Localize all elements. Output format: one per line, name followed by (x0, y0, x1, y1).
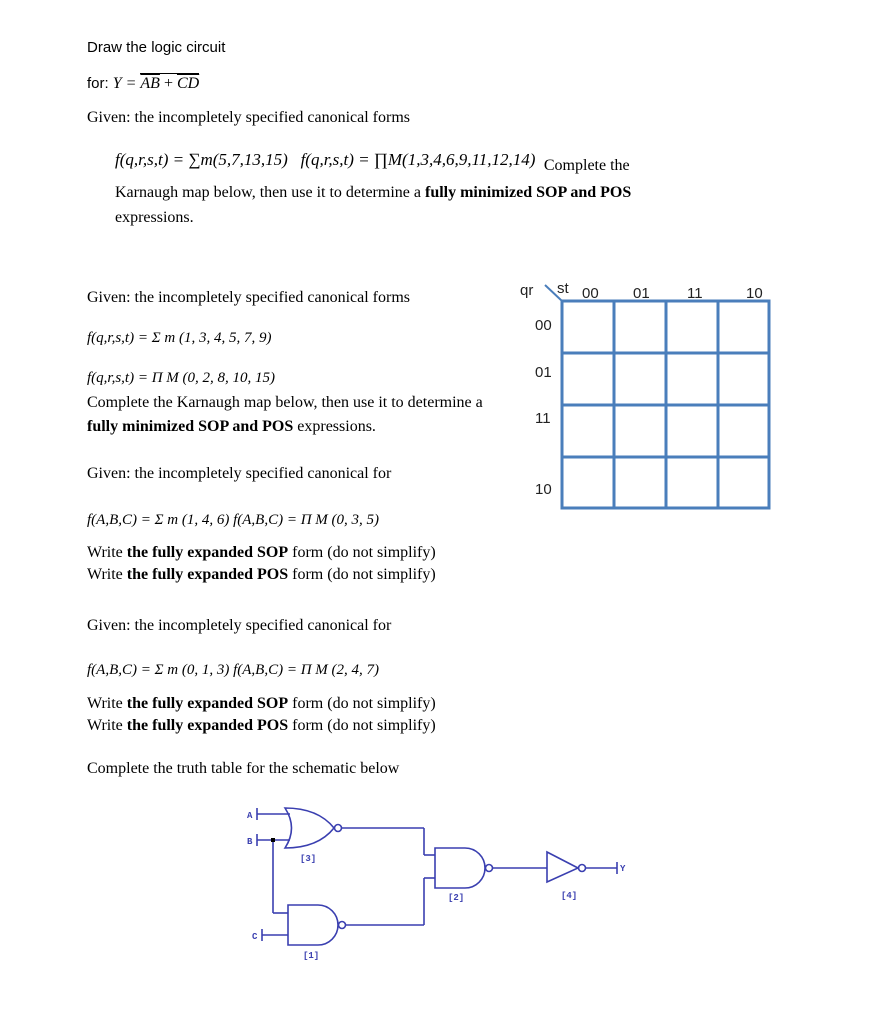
expression-overbar: $\overline{AB} + \overline{CD}$ (140, 75, 200, 92)
section1-given: Given: the incompletely specified canonical forms (87, 109, 410, 126)
section1-forms: f(q,r,s,t) = ∑m(5,7,13,15) f(q,r,s,t) = ∏M(1,3,4,6,9,11,12,14) Complete the (115, 150, 630, 174)
input-c-label: C (252, 932, 258, 942)
kmap-row-label: 00 (535, 317, 552, 334)
output-y-label: Y (620, 864, 626, 874)
kmap-row-label: 01 (535, 364, 552, 381)
gate-label: [3] (300, 854, 317, 864)
kmap-col-variable: st (557, 280, 569, 297)
section2-given: Given: the incompletely specified canonical forms (87, 289, 410, 306)
inverter-gate-4 (547, 852, 578, 882)
section1-instruction: Karnaugh map below, then use it to determine a fully minimized SOP and POS (115, 184, 632, 201)
gate-label: [4] (561, 891, 578, 901)
kmap-row-variable: qr (520, 282, 534, 299)
section4-given: Given: the incompletely specified canonical for (87, 617, 392, 634)
section1-instruction-end: expressions. (115, 209, 194, 226)
gate-label: [2] (448, 893, 465, 903)
kmap-col-label: 01 (633, 285, 650, 302)
gate-label: [1] (303, 951, 320, 961)
input-a-label: A (247, 811, 253, 821)
junction-dot (271, 838, 275, 842)
kmap-col-label: 00 (582, 285, 599, 302)
section2-pos: f(q,r,s,t) = Π M (0, 2, 8, 10, 15) (87, 370, 276, 386)
section2-sop: f(q,r,s,t) = Σ m (1, 3, 4, 5, 7, 9) (87, 330, 272, 346)
kmap-row-label: 10 (535, 481, 552, 498)
kmap-row-label: 11 (535, 410, 551, 427)
section2-instruction-2: fully minimized SOP and POS expressions. (87, 418, 376, 435)
section4-write-pos: Write the fully expanded POS form (do not simplify) (87, 717, 436, 734)
kmap-col-label: 10 (746, 285, 763, 302)
section2-instruction: Complete the Karnaugh map below, then use it to determine a (87, 394, 483, 411)
section3-given: Given: the incompletely specified canonical for (87, 465, 392, 482)
section3-forms: f(A,B,C) = Σ m (1, 4, 6) f(A,B,C) = Π M (0, 3, 5) (87, 512, 380, 528)
expression-line: for: $Y = \overline{AB} + \overline{CD}$ (87, 75, 200, 92)
section1-title: Draw the logic circuit (87, 39, 226, 56)
nand-gate-1 (288, 905, 338, 945)
kmap-col-label: 11 (687, 285, 703, 302)
section3-write-pos: Write the fully expanded POS form (do not simplify) (87, 566, 436, 583)
nand-gate-2 (435, 848, 485, 888)
section4-write-sop: Write the fully expanded SOP form (do not simplify) (87, 695, 436, 712)
section5-instruction: Complete the truth table for the schematic below (87, 760, 400, 777)
section3-write-sop: Write the fully expanded SOP form (do not simplify) (87, 544, 436, 561)
section4-forms: f(A,B,C) = Σ m (0, 1, 3) f(A,B,C) = Π M (2, 4, 7) (87, 662, 380, 678)
input-b-label: B (247, 837, 253, 847)
nor-gate-3 (285, 808, 334, 848)
